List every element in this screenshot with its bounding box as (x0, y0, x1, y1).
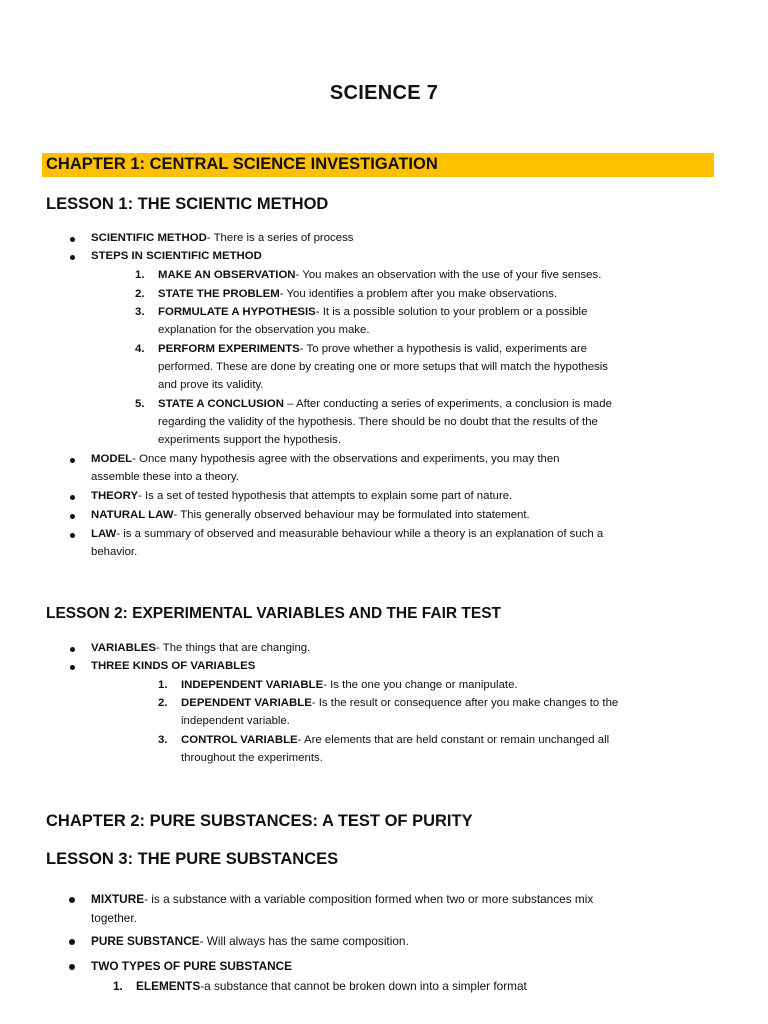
bullet-icon (70, 665, 75, 670)
list-item: THEORY- Is a set of tested hypothesis that attempts to explain some part of nature. (91, 490, 513, 502)
list-item: NATURAL LAW- This generally observed behaviour may be formulated into statement. (91, 509, 530, 521)
step-item: MAKE AN OBSERVATION- You makes an observation with the use of your five senses. (158, 269, 602, 281)
step-item-cont: and prove its validity. (158, 379, 264, 391)
step-number: 4. (135, 343, 145, 355)
lesson-1-heading: LESSON 1: THE SCIENTIC METHOD (46, 195, 329, 213)
step-item-cont: independent variable. (181, 715, 290, 727)
list-item: SCIENTIFIC METHOD- There is a series of process (91, 232, 354, 244)
bullet-icon (70, 237, 75, 242)
step-item: DEPENDENT VARIABLE- Is the result or consequence after you make changes to the (181, 697, 619, 709)
step-item-cont: explanation for the observation you make. (158, 324, 370, 336)
bullet-icon (70, 647, 75, 652)
bullet-icon (70, 533, 75, 538)
list-item: LAW- is a summary of observed and measurable behaviour while a theory is an explanation of such a (91, 528, 604, 540)
list-item: MIXTURE- is a substance with a variable composition formed when two or more substances mix (91, 892, 594, 906)
step-item: FORMULATE A HYPOTHESIS- It is a possible solution to your problem or a possible (158, 306, 588, 318)
bullet-icon (69, 939, 75, 945)
list-item: THREE KINDS OF VARIABLES (91, 660, 256, 672)
step-item: ELEMENTS-a substance that cannot be broken down into a simpler format (136, 979, 527, 993)
step-item-cont: performed. These are done by creating one or more setups that will match the hypothesis (158, 361, 608, 373)
step-item: INDEPENDENT VARIABLE- Is the one you change or manipulate. (181, 679, 518, 691)
page-title: SCIENCE 7 (329, 82, 439, 104)
bullet-icon (70, 255, 75, 260)
list-item: TWO TYPES OF PURE SUBSTANCE (91, 959, 292, 973)
list-item-cont: behavior. (91, 546, 138, 558)
step-item: STATE THE PROBLEM- You identifies a problem after you make observations. (158, 288, 558, 300)
bullet-icon (69, 964, 75, 970)
lesson-3-heading: LESSON 3: THE PURE SUBSTANCES (46, 850, 339, 868)
step-item: STATE A CONCLUSION – After conducting a series of experiments, a conclusion is made (158, 398, 612, 410)
step-number: 1. (135, 269, 145, 281)
bullet-icon (70, 514, 75, 519)
chapter-1-heading: CHAPTER 1: CENTRAL SCIENCE INVESTIGATION (46, 155, 438, 173)
step-number: 5. (135, 398, 145, 410)
step-number: 3. (158, 734, 168, 746)
step-number: 2. (158, 697, 168, 709)
step-number: 1. (158, 679, 168, 691)
step-number: 3. (135, 306, 145, 318)
bullet-icon (70, 495, 75, 500)
step-item-cont: experiments support the hypothesis. (158, 434, 341, 446)
chapter-2-heading: CHAPTER 2: PURE SUBSTANCES: A TEST OF PURITY (46, 812, 473, 830)
list-item: STEPS IN SCIENTIFIC METHOD (91, 250, 262, 262)
lesson-2-heading: LESSON 2: EXPERIMENTAL VARIABLES AND THE FAIR TEST (46, 605, 501, 622)
step-item: CONTROL VARIABLE- Are elements that are held constant or remain unchanged all (181, 734, 610, 746)
list-item: VARIABLES- The things that are changing. (91, 642, 311, 654)
step-number: 1. (113, 979, 123, 993)
list-item-cont: assemble these into a theory. (91, 471, 239, 483)
bullet-icon (69, 897, 75, 903)
bullet-icon (70, 458, 75, 463)
step-item: PERFORM EXPERIMENTS- To prove whether a hypothesis is valid, experiments are (158, 343, 587, 355)
list-item: PURE SUBSTANCE- Will always has the same composition. (91, 934, 409, 948)
list-item-cont: together. (91, 911, 137, 925)
step-item-cont: regarding the validity of the hypothesis. There should be no doubt that the results of the (158, 416, 598, 428)
list-item: MODEL- Once many hypothesis agree with the observations and experiments, you may then (91, 453, 560, 465)
step-item-cont: throughout the experiments. (181, 752, 323, 764)
step-number: 2. (135, 288, 145, 300)
